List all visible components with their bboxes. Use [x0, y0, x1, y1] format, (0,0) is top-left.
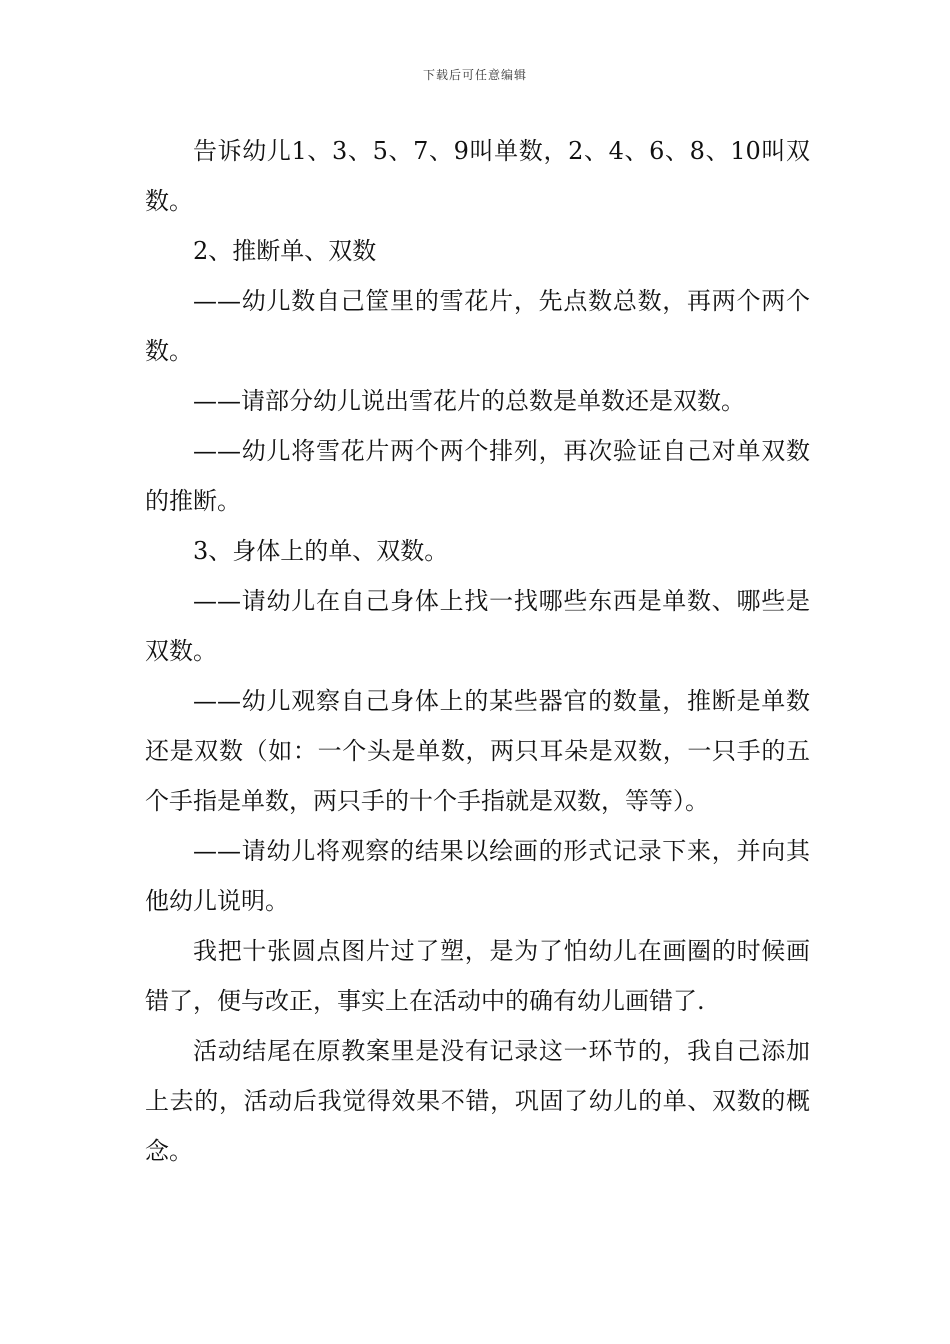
section-heading: 2、推断单、双数 — [193, 237, 377, 265]
paragraph: ——幼儿观察自己身体上的某些器官的数量，推断是单数还是双数（如：一个头是单数，两只耳朵是双数，一只手的五个手指是单数，两只手的十个手指就是双数，等等）。 — [145, 687, 810, 815]
page-header-note: 下载后可任意编辑 — [422, 68, 527, 82]
paragraph: ——请幼儿在自己身体上找一找哪些东西是单数、哪些是双数。 — [145, 587, 810, 665]
paragraph: 活动结尾在原教案里是没有记录这一环节的，我自己添加上去的，活动后我觉得效果不错，巩固了幼儿的单、双数的概念。 — [145, 1037, 810, 1165]
paragraph: 告诉幼儿1、3、5、7、9叫单数，2、4、6、8、10叫双数。 — [145, 137, 810, 215]
document-body — [145, 126, 810, 1176]
paragraph: ——幼儿数自己筐里的雪花片，先点数总数，再两个两个数。 — [145, 287, 810, 365]
paragraph: ——幼儿将雪花片两个两个排列，再次验证自己对单双数的推断。 — [145, 437, 810, 515]
section-heading: 3、身体上的单、双数。 — [193, 537, 449, 565]
paragraph: ——请幼儿将观察的结果以绘画的形式记录下来，并向其他幼儿说明。 — [145, 837, 810, 915]
paragraph: ——请部分幼儿说出雪花片的总数是单数还是双数。 — [193, 387, 745, 415]
paragraph: 我把十张圆点图片过了塑，是为了怕幼儿在画圈的时候画错了，便与改正，事实上在活动中的确有幼儿画错了. — [145, 937, 810, 1015]
